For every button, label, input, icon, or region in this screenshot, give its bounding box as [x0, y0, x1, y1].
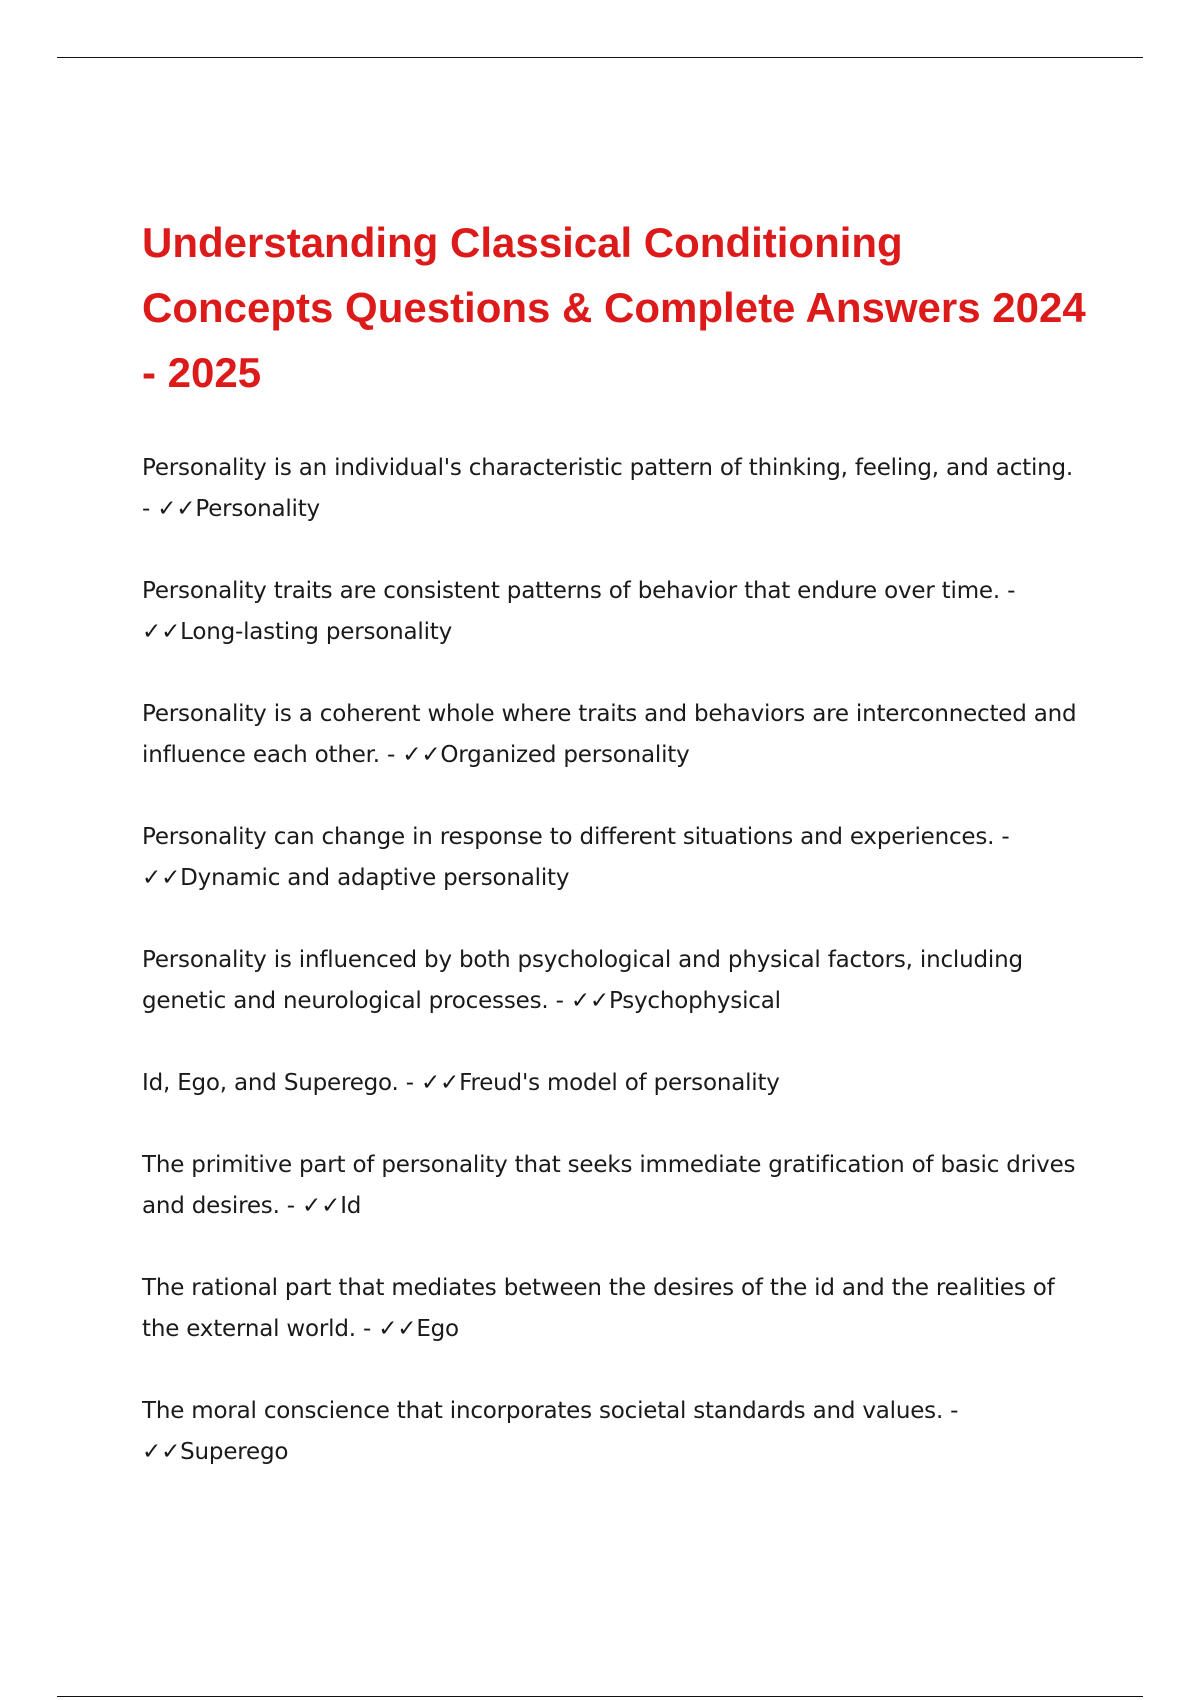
question-text: The moral conscience that incorporates societal standards and values. - [142, 1398, 959, 1424]
bottom-rule [57, 1696, 1143, 1697]
qa-item [142, 1268, 1082, 1350]
qa-item [142, 940, 1082, 1022]
question-text: Id, Ego, and Superego. - [142, 1070, 414, 1096]
answer-text: ✓✓Superego [142, 1439, 289, 1465]
question-text: Personality traits are consistent patterns of behavior that endure over time. - [142, 578, 1016, 604]
question-text: The primitive part of personality that seeks immediate gratification of basic drives and desires. - [142, 1152, 1076, 1219]
document-title: Understanding Classical Conditioning Concepts Questions & Complete Answers 2024 - 2025 [142, 219, 1086, 396]
answer-text: ✓✓Ego [378, 1316, 459, 1342]
qa-list [142, 448, 1082, 1514]
answer-text: ✓✓Personality [157, 496, 320, 522]
qa-item [142, 1391, 1082, 1473]
answer-text: ✓✓Dynamic and adaptive personality [142, 865, 570, 891]
answer-text: ✓✓Id [302, 1193, 362, 1219]
qa-item [142, 448, 1082, 530]
top-rule [57, 57, 1143, 58]
answer-text: ✓✓Psychophysical [570, 988, 781, 1014]
answer-text: ✓✓Organized personality [402, 742, 690, 768]
question-text: Personality is an individual's characteristic pattern of thinking, feeling, and acting. - [142, 455, 1074, 522]
qa-item [142, 1145, 1082, 1227]
qa-item [142, 694, 1082, 776]
qa-item [142, 571, 1082, 653]
answer-text: ✓✓Long-lasting personality [142, 619, 453, 645]
question-text: Personality is influenced by both psychological and physical factors, including genetic and neurological processes. - [142, 947, 1023, 1014]
question-text: The rational part that mediates between the desires of the id and the realities of the external world. - [142, 1275, 1055, 1342]
answer-text: ✓✓Freud's model of personality [420, 1070, 780, 1096]
qa-item [142, 1063, 1082, 1104]
question-text: Personality can change in response to different situations and experiences. - [142, 824, 1010, 850]
question-text: Personality is a coherent whole where traits and behaviors are interconnected and influence each other. - [142, 701, 1077, 768]
qa-item [142, 817, 1082, 899]
